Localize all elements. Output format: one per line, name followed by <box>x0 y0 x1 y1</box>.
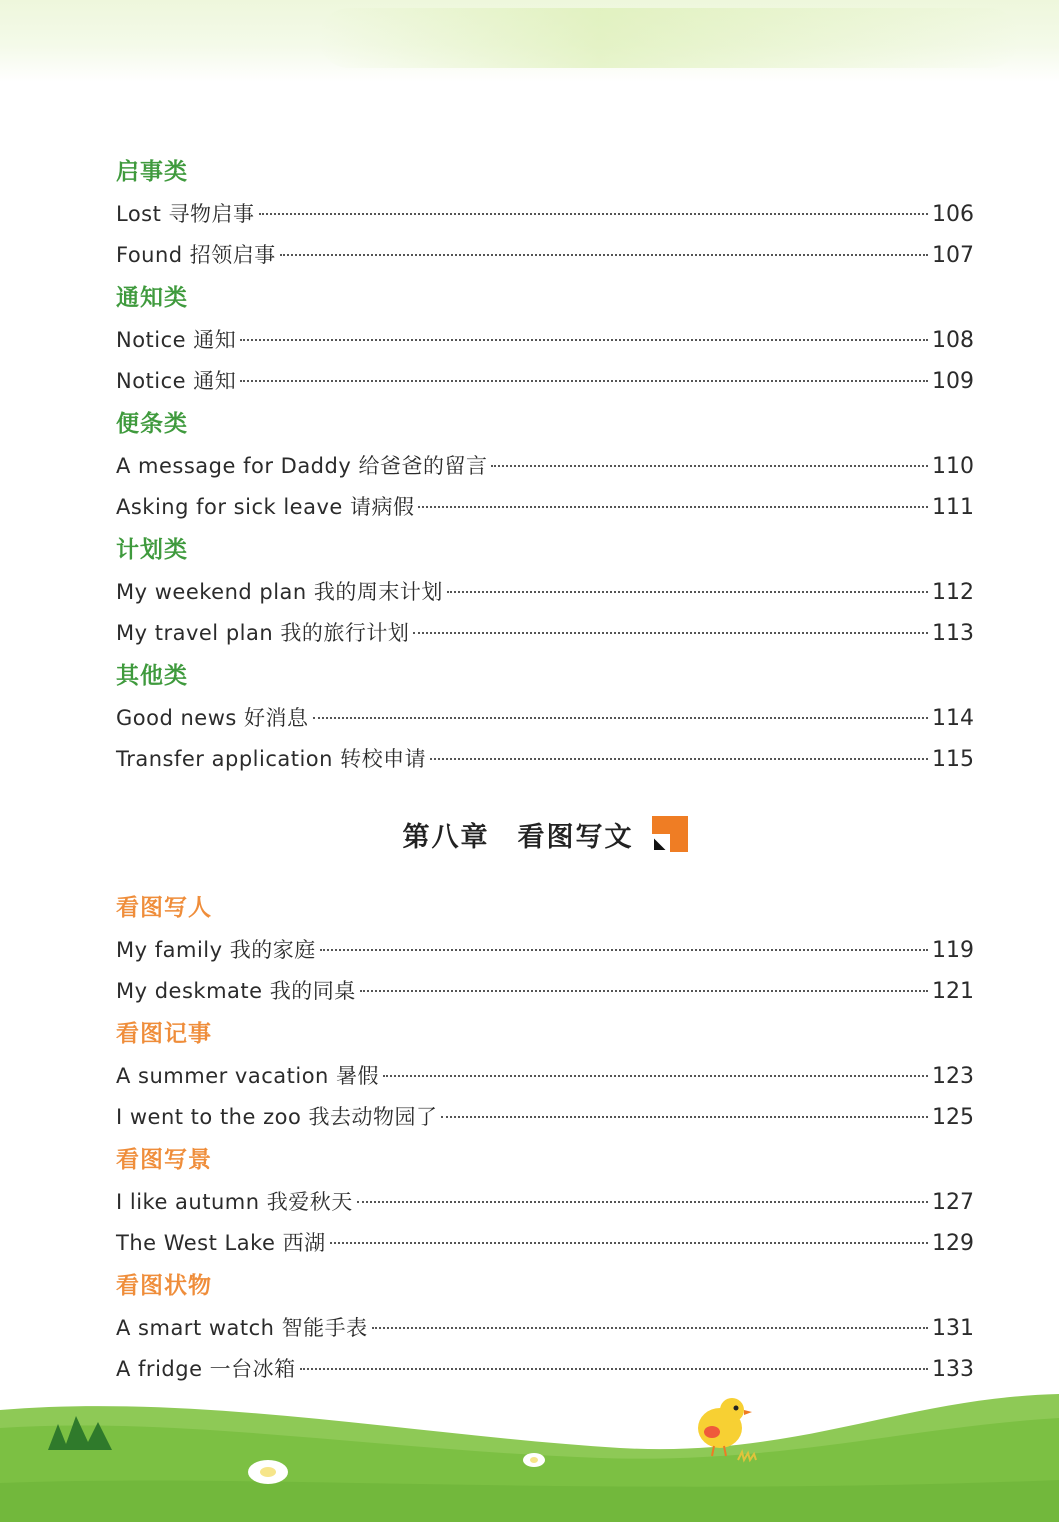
entry-title: Asking for sick leave 请病假 <box>116 495 415 519</box>
toc-entry[interactable] <box>116 194 974 235</box>
toc-entry[interactable] <box>116 1182 974 1223</box>
entry-title: My deskmate 我的同桌 <box>116 979 356 1003</box>
entry-page: 107 <box>932 243 974 268</box>
chapter-corner-icon <box>652 816 688 852</box>
header-band <box>0 0 1059 82</box>
dot-leader <box>240 380 928 382</box>
dot-leader <box>240 339 928 341</box>
entry-title: I went to the zoo 我去动物园了 <box>116 1105 438 1129</box>
toc-entry[interactable] <box>116 320 974 361</box>
header-band-highlight <box>319 8 1019 68</box>
dot-leader <box>259 213 928 215</box>
section-plans <box>116 528 974 654</box>
toc-entry[interactable] <box>116 235 974 276</box>
entry-title: A fridge 一台冰箱 <box>116 1357 296 1381</box>
entry-title: Notice 通知 <box>116 369 237 393</box>
toc-entry[interactable] <box>116 698 974 739</box>
entry-page: 123 <box>932 1064 974 1089</box>
toc-entry[interactable] <box>116 1349 974 1390</box>
entry-title: Found 招领启事 <box>116 243 276 267</box>
section-heading: 通知类 <box>116 285 188 311</box>
table-of-contents <box>116 150 974 1390</box>
toc-entry[interactable] <box>116 361 974 402</box>
entry-page: 127 <box>932 1190 974 1215</box>
chapter-label <box>403 815 634 854</box>
section-heading: 便条类 <box>116 411 188 437</box>
dot-leader <box>413 632 928 634</box>
section-heading: 启事类 <box>116 159 188 185</box>
dot-leader <box>330 1242 928 1244</box>
dot-leader <box>383 1075 928 1077</box>
section-heading: 看图写景 <box>116 1147 212 1173</box>
section-objects <box>116 1264 974 1390</box>
section-heading: 看图写人 <box>116 895 212 921</box>
dot-leader <box>280 254 928 256</box>
dot-leader <box>300 1368 928 1370</box>
toc-entry[interactable] <box>116 1097 974 1138</box>
dot-leader <box>430 758 928 760</box>
toc-entry[interactable] <box>116 1223 974 1264</box>
dot-leader <box>357 1201 928 1203</box>
entry-page: 111 <box>932 495 974 520</box>
chapter-title: 看图写文 <box>517 821 634 853</box>
section-announcements <box>116 276 974 402</box>
section-heading: 看图记事 <box>116 1021 212 1047</box>
entry-title: My family 我的家庭 <box>116 938 316 962</box>
toc-entry[interactable] <box>116 446 974 487</box>
entry-title: Good news 好消息 <box>116 706 309 730</box>
entry-title: A summer vacation 暑假 <box>116 1064 380 1088</box>
section-others <box>116 654 974 780</box>
flower-icon <box>523 1453 545 1467</box>
section-heading: 计划类 <box>116 537 188 563</box>
entry-page: 108 <box>932 328 974 353</box>
toc-entry[interactable] <box>116 487 974 528</box>
entry-page: 129 <box>932 1231 974 1256</box>
entry-page: 106 <box>932 202 974 227</box>
chapter-number: 第八章 <box>402 821 490 853</box>
section-scenery <box>116 1138 974 1264</box>
toc-entry[interactable] <box>116 572 974 613</box>
dot-leader <box>491 465 928 467</box>
dot-leader <box>320 949 928 951</box>
entry-title: A message for Daddy 给爸爸的留言 <box>116 454 488 478</box>
dot-leader <box>418 506 928 508</box>
section-heading: 看图状物 <box>116 1273 212 1299</box>
entry-title: The West Lake 西湖 <box>116 1231 326 1255</box>
grass-hill-shade <box>0 1480 1059 1522</box>
toc-entry[interactable] <box>116 613 974 654</box>
chapter-heading <box>116 782 974 886</box>
section-events <box>116 1012 974 1138</box>
section-heading: 其他类 <box>116 663 188 689</box>
toc-entry[interactable] <box>116 930 974 971</box>
dot-leader <box>441 1116 928 1118</box>
toc-entry[interactable] <box>116 739 974 780</box>
dot-leader <box>447 591 928 593</box>
entry-title: A smart watch 智能手表 <box>116 1316 368 1340</box>
entry-page: 113 <box>932 621 974 646</box>
toc-entry[interactable] <box>116 1308 974 1349</box>
entry-page: 133 <box>932 1357 974 1382</box>
toc-entry[interactable] <box>116 971 974 1012</box>
entry-page: 121 <box>932 979 974 1004</box>
dot-leader <box>372 1327 928 1329</box>
toc-entry[interactable] <box>116 1056 974 1097</box>
entry-page: 109 <box>932 369 974 394</box>
section-notices <box>116 150 974 276</box>
section-notes <box>116 402 974 528</box>
entry-page: 131 <box>932 1316 974 1341</box>
entry-title: Notice 通知 <box>116 328 237 352</box>
grass-footer-illustration <box>0 1388 1059 1522</box>
entry-page: 112 <box>932 580 974 605</box>
entry-page: 119 <box>932 938 974 963</box>
dot-leader <box>313 717 929 719</box>
dot-leader <box>360 990 928 992</box>
entry-title: I like autumn 我爱秋天 <box>116 1190 353 1214</box>
section-people <box>116 886 974 1012</box>
entry-page: 110 <box>932 454 974 479</box>
flower-icon <box>248 1460 288 1484</box>
entry-title: Transfer application 转校申请 <box>116 747 427 771</box>
entry-page: 115 <box>932 747 974 772</box>
entry-page: 125 <box>932 1105 974 1130</box>
entry-page: 114 <box>932 706 974 731</box>
entry-title: My travel plan 我的旅行计划 <box>116 621 410 645</box>
entry-title: My weekend plan 我的周末计划 <box>116 580 443 604</box>
entry-title: Lost 寻物启事 <box>116 202 255 226</box>
